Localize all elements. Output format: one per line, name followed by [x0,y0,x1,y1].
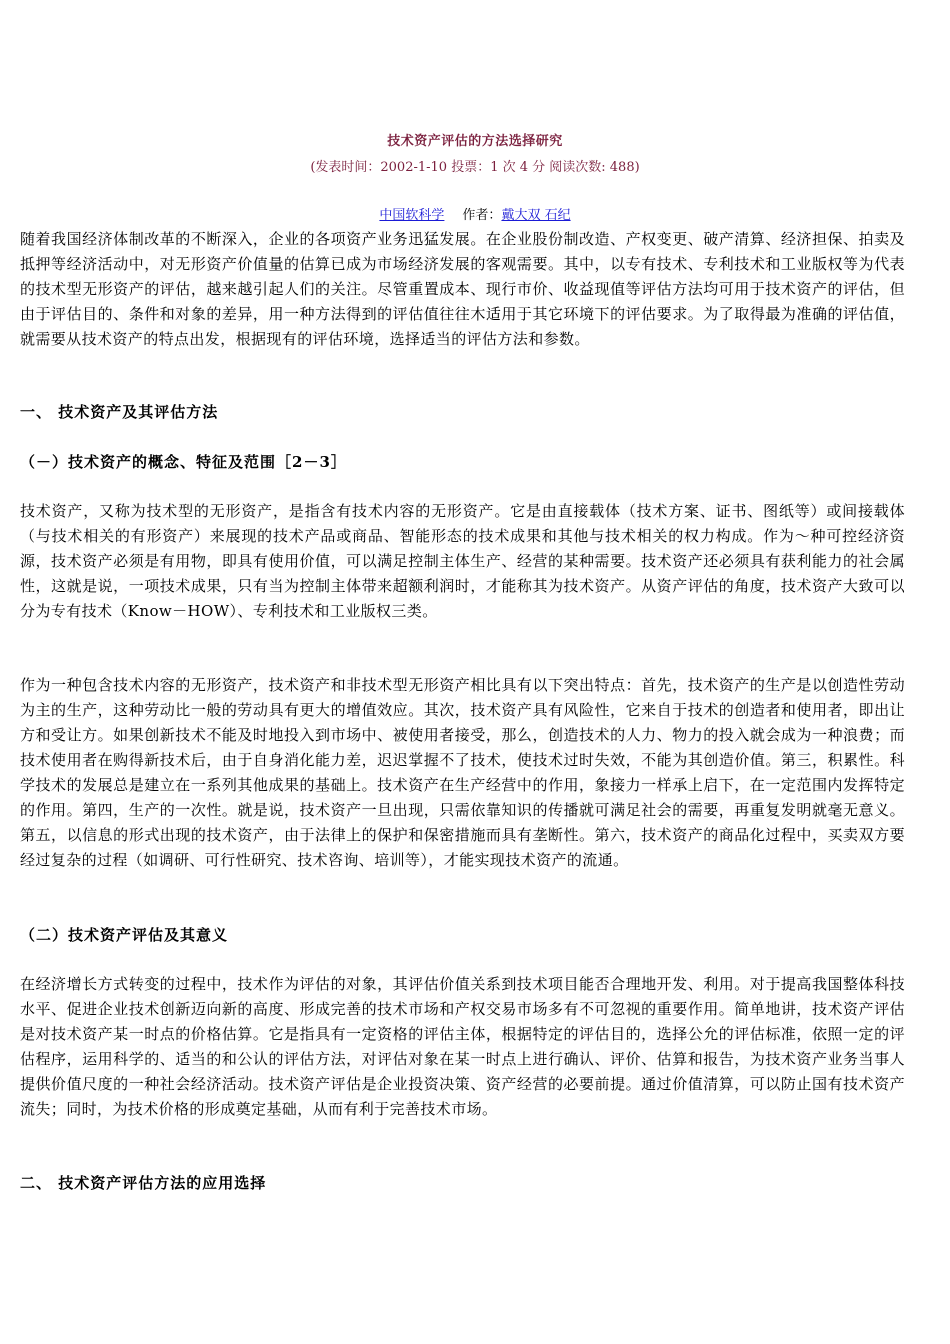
article-title: 技术资产评估的方法选择研究 [387,134,563,149]
byline [0,204,950,223]
paragraph-1: 技术资产，又称为技术型的无形资产，是指含有技术内容的无形资产。它是由直接载体（技术方案、证书、图纸等）或间接载体（与技术相关的有形资产）来展现的技术产品或商品、智能形态的技术成果和其他与技术相关的权力构成。作为～种可控经济资源，技术资产必须是有用物，即具有使用价值，可以满足控制主体生产、经营的某种需要。技术资产还必须具有获利能力的社会属性，这就是说，一项技术成果，只有当为控制主体带来超额利润时，才能称其为技术资产。从资产评估的角度，技术资产大致可以分为专有技术（Know－HOW）、专利技术和工业版权三类。 [20,502,905,620]
section-1-heading: 一、 技术资产及其评估方法 [20,403,219,421]
subsection-2-heading: （二）技术资产评估及其意义 [20,926,229,944]
article-meta: (发表时间：2002-1-10 投票：1 次 4 分 阅读次数: 488) [310,160,640,175]
author-label: 作者： [462,208,502,223]
section-2-heading: 二、 技术资产评估方法的应用选择 [20,1174,267,1192]
source-link[interactable]: 中国软科学 [379,208,445,223]
paragraph-2: 作为一种包含技术内容的无形资产，技术资产和非技术型无形资产相比具有以下突出特点：首先，技术资产的生产是以创造性劳动为主的生产，这种劳动比一般的劳动具有更大的增值效应。其次，技术资产具有风险性，它来自于技术的创造者和使用者，即出让方和受让方。如果创新技术不能及时地投入到市场中、被使用者接受，那么，创造技术的人力、物力的投入就会成为一种浪费；而技术使用者在购得新技术后，由于自身消化能力差，迟迟掌握不了技术，使技术过时失效，不能为其创造价值。第三，积累性。科学技术的发展总是建立在一系列其他成果的基础上。技术资产在生产经营中的作用，象接力一样承上启下，在一定范围内发挥特定的作用。第四，生产的一次性。就是说，技术资产一旦出现，只需依靠知识的传播就可满足社会的需要，再重复发明就毫无意义。第五，以信息的形式出现的技术资产，由于法律上的保护和保密措施而具有垄断性。第六，技术资产的商品化过程中，买卖双方要经过复杂的过程（如调研、可行性研究、技术咨询、培训等），才能实现技术资产的流通。 [20,676,905,869]
intro-paragraph: 随着我国经济体制改革的不断深入，企业的各项资产业务迅猛发展。在企业股份制改造、产权变更、破产清算、经济担保、拍卖及抵押等经济活动中，对无形资产价值量的估算已成为市场经济发展的客观需要。其中，以专有技术、专利技术和工业版权等为代表的技术型无形资产的评估，越来越引起人们的关注。尽管重置成本、现行市价、收益现值等评估方法均可用于技术资产的评估，但由于评估目的、条件和对象的差异，用一种方法得到的评估值往往木适用于其它环境下的评估要求。为了取得最为准确的评估值，就需要从技术资产的特点出发，根据现有的评估环境，选择适当的评估方法和参数。 [20,230,905,348]
author-link[interactable]: 戴大双 石纪 [501,208,571,223]
paragraph-3: 在经济增长方式转变的过程中，技术作为评估的对象，其评估价值关系到技术项目能否合理地开发、利用。对于提高我国整体科技水平、促进企业技术创新迈向新的高度、形成完善的技术市场和产权交易市场多有不可忽视的重要作用。简单地讲，技术资产评估是对技术资产某一时点的价格估算。它是指具有一定资格的评估主体，根据特定的评估目的，选择公允的评估标准，依照一定的评估程序，运用科学的、适当的和公认的评估方法，对评估对象在某一时点上进行确认、评价、估算和报告，为技术资产业务当事人提供价值尺度的一种社会经济活动。技术资产评估是企业投资决策、资产经营的必要前提。通过价值清算，可以防止国有技术资产流失；同时，为技术价格的形成奠定基础，从而有利于完善技术市场。 [20,975,905,1118]
subsection-1-heading: （－）技术资产的概念、特征及范围［2－3］ [20,453,347,471]
